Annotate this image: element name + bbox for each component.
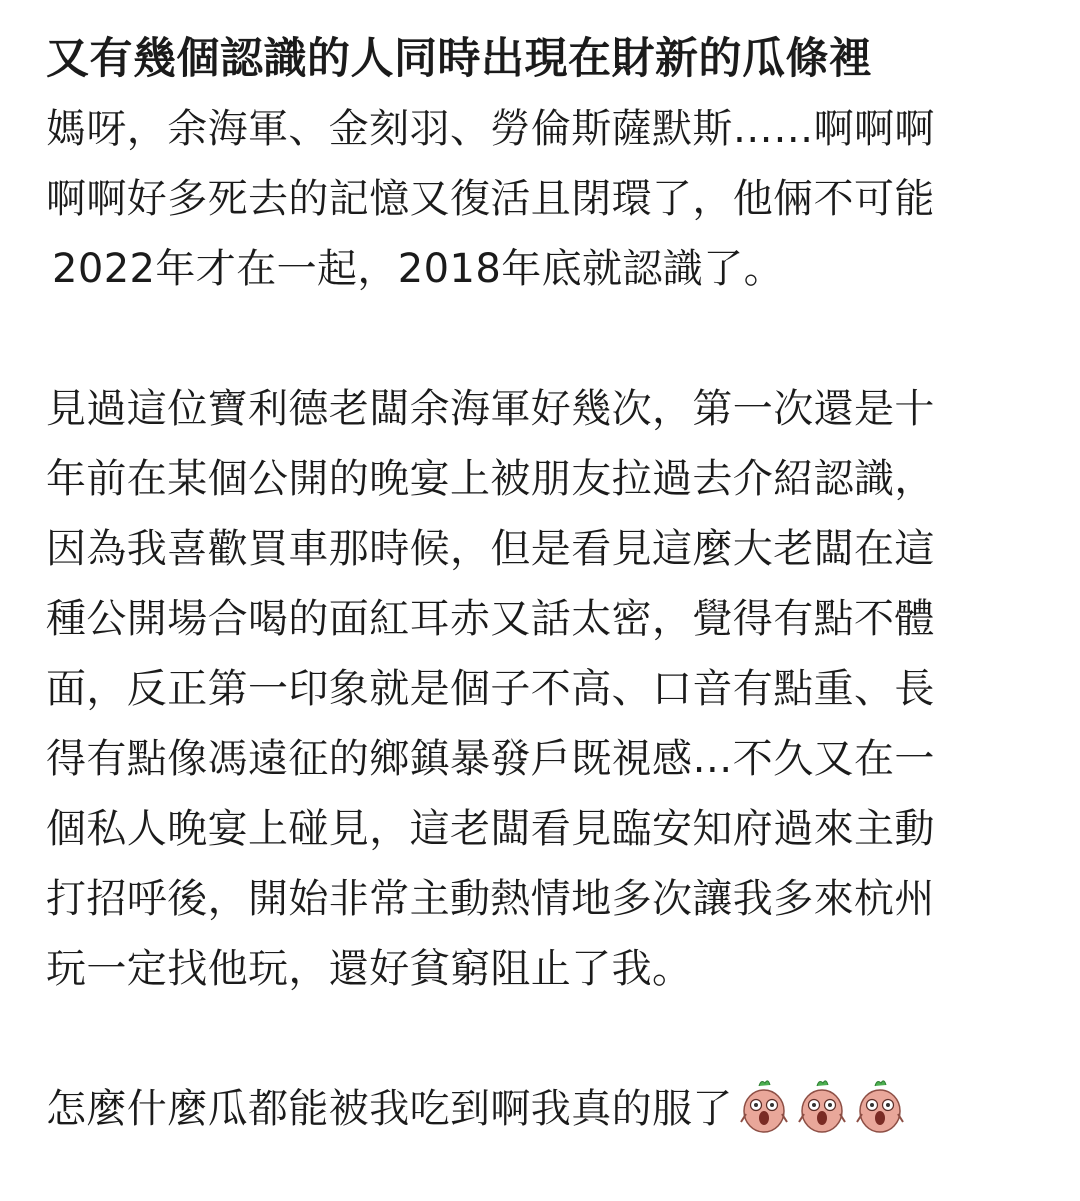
paragraph-spacer	[46, 1004, 1006, 1074]
shocked-sticker-icon	[795, 1078, 849, 1134]
sticker-row	[733, 1076, 907, 1146]
post-body	[46, 26, 1006, 1144]
text-line: 個私人晚宴上碰見，這老闆看見臨安知府過來主動	[46, 806, 935, 852]
paragraph-1	[46, 94, 1006, 304]
text-line: 見過這位寶利德老闆余海軍好幾次，第一次還是十	[46, 386, 935, 432]
text-line: 媽呀，余海軍、金刻羽、勞倫斯薩默斯……啊啊啊	[46, 106, 935, 152]
text-line: 玩一定找他玩，還好貧窮阻止了我。	[46, 946, 693, 992]
text-line: 種公開場合喝的面紅耳赤又話太密，覺得有點不體	[46, 596, 935, 642]
text-line: 年前在某個公開的晚宴上被朋友拉過去介紹認識，	[46, 456, 935, 502]
text-line: 打招呼後，開始非常主動熱情地多次讓我多來杭州	[46, 876, 935, 922]
text-line: 啊啊好多死去的記憶又復活且閉環了，他倆不可能	[46, 176, 935, 222]
paragraph-spacer	[46, 304, 1006, 374]
text-line: 面，反正第一印象就是個子不高、口音有點重、長	[46, 666, 935, 712]
text-line: 2022年才在一起，2018年底就認識了。	[52, 246, 784, 292]
post-title: 又有幾個認識的人同時出現在財新的瓜條裡	[46, 34, 873, 84]
paragraph-2	[46, 374, 1006, 1004]
shocked-sticker-icon	[737, 1078, 791, 1134]
closing-text: 怎麼什麼瓜都能被我吃到啊我真的服了	[46, 1086, 733, 1132]
text-line: 因為我喜歡買車那時候，但是看見這麼大老闆在這	[46, 526, 935, 572]
shocked-sticker-icon	[853, 1078, 907, 1134]
text-line: 得有點像馮遠征的鄉鎮暴發戶既視感…不久又在一	[46, 736, 935, 782]
paragraph-3	[46, 1074, 1006, 1144]
